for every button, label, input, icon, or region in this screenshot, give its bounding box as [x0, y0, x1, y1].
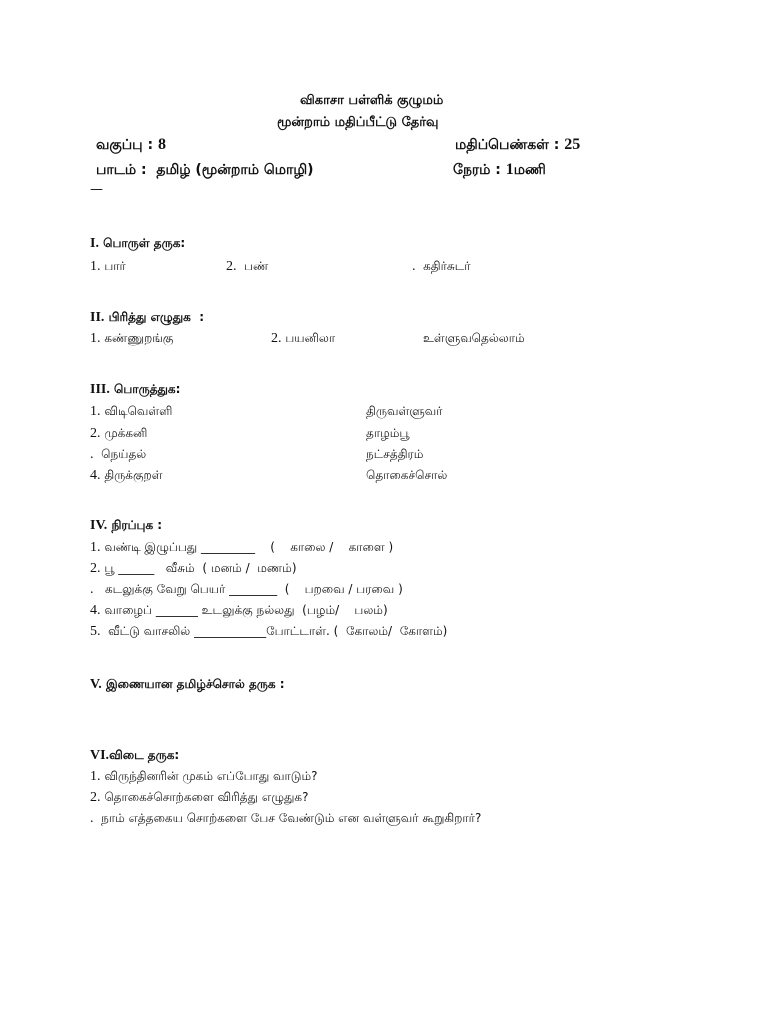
exam-title: மூன்றாம் மதிப்பீட்டு தேர்வு [277, 115, 439, 130]
answer-question-item: 2. தொகைச்சொற்களை விரித்து எழுதுக? [90, 790, 309, 805]
match-left-item: 2. முக்கனி [90, 426, 148, 441]
section-2-item: 2. பயனிலா [271, 331, 336, 346]
section-4-heading [90, 518, 162, 533]
class-label: வகுப்பு : [96, 137, 158, 153]
fill-blank-item: . கடலுக்கு வேறு பெயர் ________ ( பறவை / பரவை ) [90, 582, 403, 597]
section-1-item: 1. பார் [90, 259, 126, 274]
marks-line [455, 138, 580, 152]
section-6-heading [90, 748, 179, 763]
fill-blank-item: 1. வண்டி இழுப்பது _________ ( காலை / காளை ) [90, 540, 394, 555]
section-2-number: II. [90, 310, 105, 325]
fill-blank-item: 2. பூ ______ வீசும் ( மனம் / மணம்) [90, 561, 297, 576]
section-2-title: பிரித்து எழுதுக : [104, 310, 204, 324]
match-right-item: நட்சத்திரம் [366, 447, 424, 461]
section-6-title: விடை தருக: [109, 748, 180, 762]
section-5-heading [90, 677, 285, 692]
class-line [96, 138, 166, 152]
time-line [453, 163, 546, 177]
section-5-title: இணையான தமிழ்ச்சொல் தருக : [101, 677, 285, 691]
section-2-item: உள்ளுவதெல்லாம் [423, 331, 525, 345]
section-3-heading [90, 382, 180, 397]
section-1-item: . கதிர்சுடர் [412, 259, 471, 274]
section-2-item: 1. கண்ணுறங்கு [90, 331, 174, 346]
section-1-heading [90, 236, 185, 251]
section-4-title: நிரப்புக : [107, 518, 163, 532]
marks-label: மதிப்பெண்கள் : [455, 137, 565, 153]
time-label: நேரம் : [453, 162, 506, 178]
answer-question-item: . நாம் எத்தகைய சொற்களை பேச வேண்டும் என வள்ளுவர் கூறுகிறார்? [90, 811, 482, 826]
match-right-item: தாழம்பூ [366, 426, 410, 440]
marks-value: 25 [564, 136, 581, 153]
section-3-number: III. [90, 382, 110, 397]
time-unit: மணி [513, 162, 546, 178]
match-left-item: 1. விடிவெள்ளி [90, 404, 173, 419]
section-1-title: பொருள் தருக: [98, 236, 186, 250]
match-right-item: திருவள்ளுவர் [366, 404, 443, 418]
match-right-item: தொகைச்சொல் [366, 468, 448, 482]
school-name: விகாசா பள்ளிக் குழுமம் [300, 93, 444, 108]
fill-blank-item: 4. வாழைப் _______ உடலுக்கு நல்லது (பழம்/ பலம்) [90, 603, 388, 618]
section-1-item: 2. பண் [226, 259, 269, 274]
answer-question-item: 1. விருந்தினரின் முகம் எப்போது வாடும்? [90, 769, 318, 784]
header-dash: — [90, 182, 103, 197]
fill-blank-item: 5. வீட்டு வாசலில் ____________போட்டாள். ( கோலம்/ கோளம்) [90, 624, 448, 639]
section-6-number: VI. [90, 748, 110, 763]
section-1-number: I. [90, 236, 99, 251]
section-3-title: பொருத்துக: [109, 382, 181, 396]
time-value: 1 [505, 161, 514, 178]
match-left-item: 4. திருக்குறள் [90, 468, 163, 483]
match-left-item: . நெய்தல் [90, 447, 147, 462]
section-5-number: V. [90, 677, 102, 692]
section-2-heading [90, 310, 204, 325]
section-4-number: IV. [90, 518, 108, 533]
class-value: 8 [157, 136, 166, 153]
subject-line: பாடம் : தமிழ் (மூன்றாம் மொழி) [96, 162, 314, 178]
